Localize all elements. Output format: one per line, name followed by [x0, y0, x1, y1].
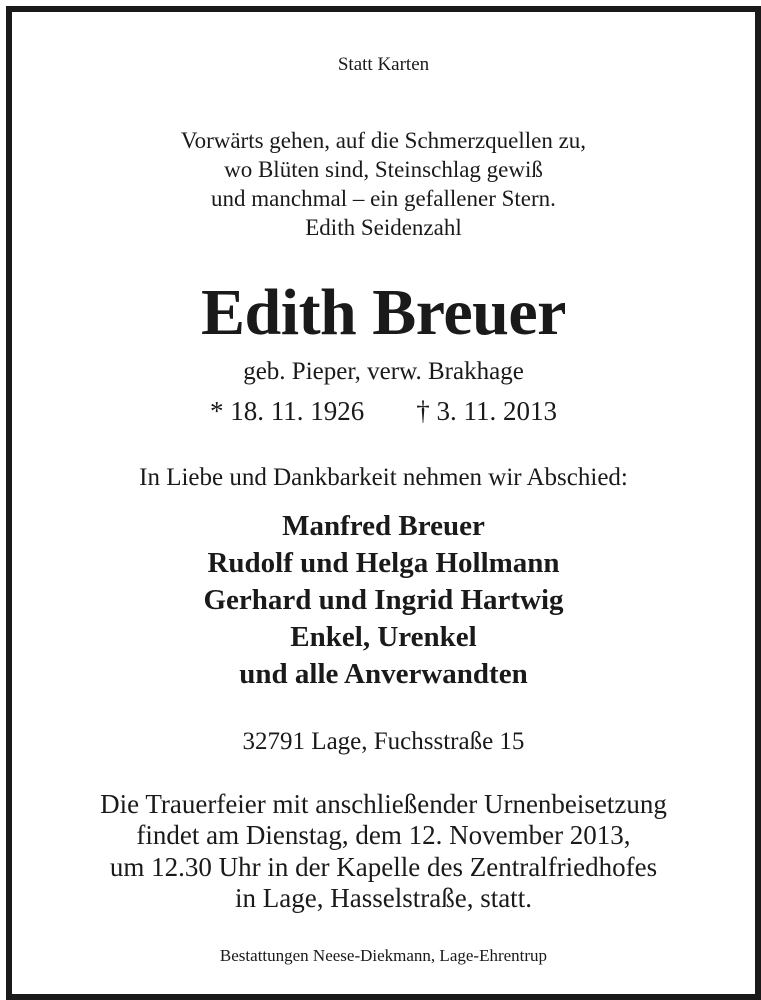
- birth-date: * 18. 11. 1926: [210, 396, 365, 426]
- deceased-name: Edith Breuer: [201, 276, 566, 349]
- funeral-home: Bestattungen Neese-Diekmann, Lage-Ehrentrup: [219, 946, 548, 965]
- farewell-intro: In Liebe und Dankbarkeit nehmen wir Abschied:: [139, 464, 628, 491]
- header-text: Statt Karten: [337, 54, 430, 75]
- mourner-name: und alle Anverwandten: [239, 658, 528, 690]
- life-dates: [12, 396, 755, 427]
- quote-line: Vorwärts gehen, auf die Schmerzquellen zu,: [180, 128, 587, 153]
- address: 32791 Lage, Fuchsstraße 15: [242, 728, 525, 755]
- mourner-name: Manfred Breuer: [282, 510, 485, 542]
- mourner-name: Rudolf und Helga Hollmann: [207, 547, 560, 579]
- service-line: findet am Dienstag, dem 12. November 2013,: [136, 820, 631, 850]
- death-date: † 3. 11. 2013: [416, 396, 557, 426]
- mourner-name: Gerhard und Ingrid Hartwig: [203, 584, 564, 616]
- notice-frame: [6, 6, 761, 1000]
- quote-line: wo Blüten sind, Steinschlag gewiß: [224, 157, 543, 182]
- mourner-name: Enkel, Urenkel: [290, 621, 477, 653]
- maiden-names: geb. Pieper, verw. Brakhage: [243, 358, 524, 385]
- quote-line: und manchmal – ein gefallener Stern.: [211, 186, 556, 211]
- service-line: Die Trauerfeier mit anschließender Urnenbeisetzung: [100, 789, 667, 819]
- service-line: in Lage, Hasselstraße, statt.: [235, 883, 532, 913]
- quote-author: Edith Seidenzahl: [305, 215, 462, 240]
- service-line: um 12.30 Uhr in der Kapelle des Zentralfriedhofes: [109, 852, 658, 882]
